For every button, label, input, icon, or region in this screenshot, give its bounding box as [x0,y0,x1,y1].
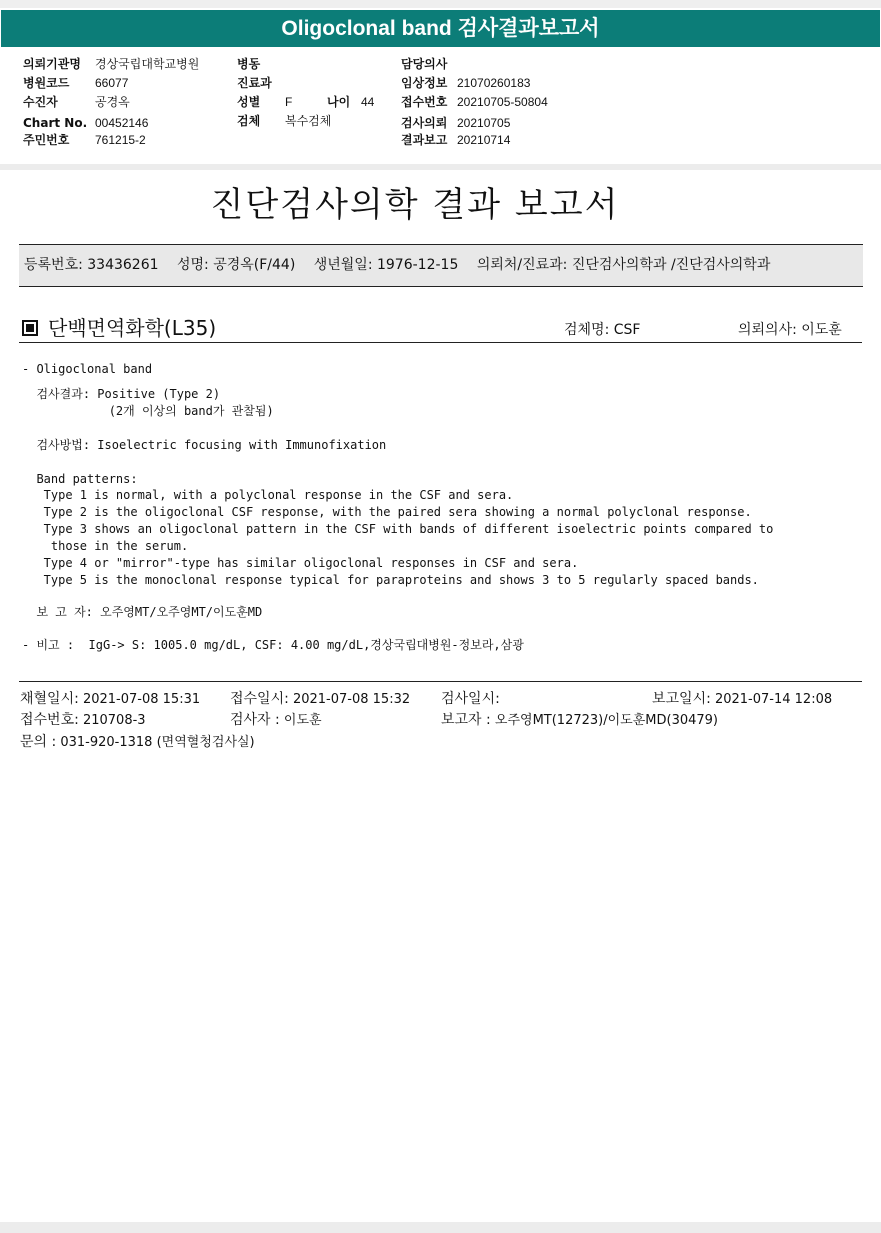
header-field [237,56,285,72]
field-value: 2021-07-08 15:32 [292,692,411,707]
remark-line: - 비고 : IgG-> S: 1005.0 mg/dL, CSF: 4.00 mg/dL,경상국립대병원-정보라,삼광 [22,638,524,652]
field-label: 의뢰기관명 [23,57,81,71]
footer-divider [19,681,862,682]
section-separator [0,164,881,170]
section-heading [22,314,216,342]
pattern-line: Type 1 is normal, with a polyclonal response in the CSF and sera. [22,488,514,502]
field-label: 진료과 [237,76,272,90]
field-value: 761215-2 [95,133,146,147]
field-label: 담당의사 [401,57,448,71]
method-line: 검사방법: Isoelectric focusing with Immunofixation [22,438,387,452]
header-field [23,75,128,91]
patient-name: 성명: 공경옥(F/44) [176,257,296,273]
field-label: 채혈일시: [20,691,79,707]
field-label: 검사의뢰 [401,116,448,130]
field-label: 성별 [237,95,261,109]
field-label: 수진자 [23,95,58,109]
field-value: 공경옥 [95,95,130,109]
field-label: 접수일시: [230,691,289,707]
pattern-line: Type 2 is the oligoclonal CSF response, with the paired sera showing a normal polyclonal response. [22,505,752,519]
header-field-age [327,94,374,110]
field-value: 20210705 [457,116,511,130]
field-value: 44 [361,95,375,109]
header-field [23,115,148,131]
field-label: 보고자 : [441,712,491,728]
field-label: 나이 [327,95,351,109]
field-value: 031-920-1318 (면역혈청검사실) [60,735,255,750]
header-field [401,132,510,148]
reporter [441,710,718,731]
square-bullet-icon [22,320,38,336]
accession-number [20,710,146,731]
result-line: 검사결과: Positive (Type 2) [22,387,221,401]
field-label: 임상정보 [401,76,448,90]
field-label: 주민번호 [23,133,70,147]
collection-time [20,689,200,710]
result-note: (2개 이상의 band가 관찰됨) [22,404,274,418]
pattern-line: Type 3 shows an oligoclonal pattern in the CSF with bands of different isoelectric points compared to [22,522,774,536]
field-value: 66077 [95,76,129,90]
reporter-line: 보 고 자: 오주영MT/오주영MT/이도훈MD [22,605,263,619]
registration-bar [19,244,863,287]
top-band [0,0,881,8]
field-label: 문의 : [20,734,57,750]
report-title: 진단검사의학 결과 보고서 [210,185,620,225]
birth-date: 생년월일: 1976-12-15 [313,257,459,273]
department: 의뢰처/진료과: 진단검사의학과 /진단검사의학과 [476,257,771,273]
pattern-line: Type 5 is the monoclonal response typical for paraproteins and shows 3 to 5 regularly spaced bands. [22,573,759,587]
requesting-doctor: 의뢰의사: 이도훈 [738,322,842,338]
bottom-band [0,1222,881,1233]
field-label: 병동 [237,57,261,71]
contact [20,732,255,753]
field-value: 21070260183 [457,76,531,90]
field-value: 경상국립대학교병원 [95,57,200,71]
pattern-line: Type 4 or "mirror"-type has similar oligoclonal responses in CSF and sera. [22,556,579,570]
header-field [237,94,292,110]
field-value: 2021-07-08 15:31 [82,692,201,707]
field-label: 검체 [237,114,261,128]
field-value: 20210705-50804 [457,95,548,109]
test-time [441,689,500,710]
report-header-bar: Oligoclonal band 검사결과보고서 [1,10,880,47]
specimen-label: 검체명: CSF [564,322,641,338]
header-field [237,113,331,129]
field-label: 결과보고 [401,133,448,147]
field-value: 이도훈 [283,713,322,728]
field-value: 20210714 [457,133,511,147]
section-divider [19,342,862,343]
tester [230,710,322,731]
header-field [401,94,548,110]
field-value: 210708-3 [82,713,146,728]
field-value: 00452146 [95,116,149,130]
field-label: 병원코드 [23,76,70,90]
field-value: F [285,95,293,109]
field-value: 오주영MT(12723)/이도훈MD(30479) [494,713,718,728]
test-name: - Oligoclonal band [22,362,153,376]
receipt-time [230,689,410,710]
field-value: 복수검체 [285,114,332,128]
field-label: 검사일시: [441,691,500,707]
header-field [237,75,285,91]
header-field [23,56,199,72]
field-value: 2021-07-14 12:08 [714,692,833,707]
patterns-heading: Band patterns: [22,472,138,486]
header-field [23,94,130,110]
header-field [401,75,530,91]
header-field [23,132,146,148]
field-label: 검사자 : [230,712,280,728]
field-label: Chart No. [23,116,88,130]
field-label: 접수번호 [401,95,448,109]
report-time [652,689,832,710]
field-label: 보고일시: [652,691,711,707]
header-field [401,115,510,131]
pattern-line: those in the serum. [22,539,189,553]
header-field [401,56,457,72]
section-title: 단백면역화학(L35) [48,316,217,340]
field-label: 접수번호: [20,712,79,728]
registration-number: 등록번호: 33436261 [24,257,159,273]
